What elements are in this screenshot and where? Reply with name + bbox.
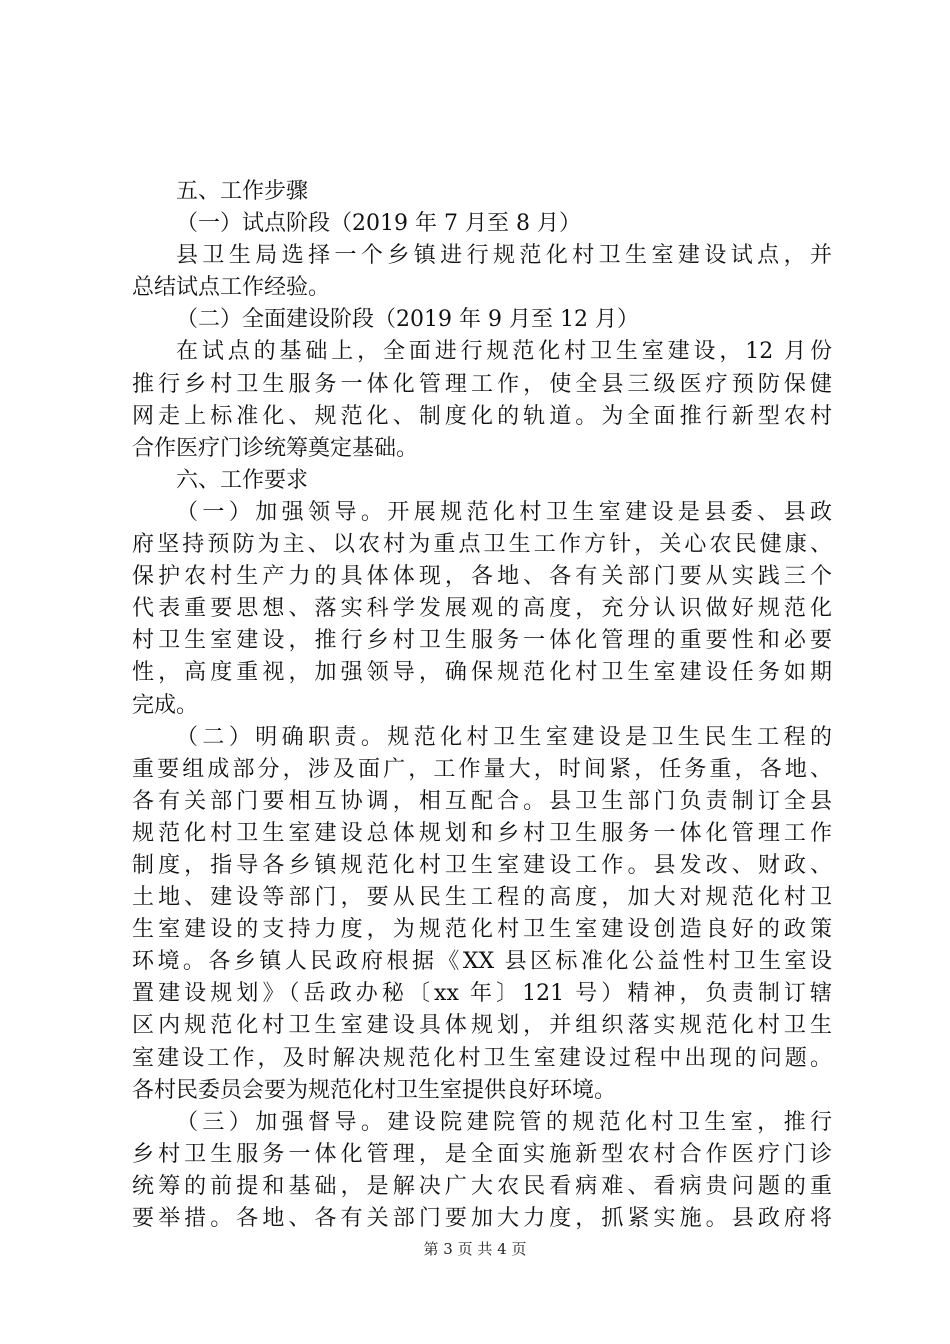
- paragraph-line: 统筹的前提和基础，是解决广大农民看病难、看病贵问题的重: [132, 1173, 832, 1199]
- paragraph-line: 重要组成部分，涉及面广，工作量大，时间紧，任务重，各地、: [132, 756, 832, 782]
- paragraph-line: （三）加强督导。建设院建院管的规范化村卫生室，推行: [176, 1109, 832, 1135]
- paragraph-line: 县卫生局选择一个乡镇进行规范化村卫生室建设试点，并: [176, 243, 832, 269]
- paragraph-line: 各村民委员会要为规范化村卫生室提供良好环境。: [132, 1077, 617, 1103]
- paragraph-line: 保护农村生产力的具体体现，各地、各有关部门要从实践三个: [132, 564, 832, 590]
- paragraph-line: 要举措。各地、各有关部门要加大力度，抓紧实施。县政府将: [132, 1206, 832, 1231]
- paragraph-line: 性，高度重视，加强领导，确保规范化村卫生室建设任务如期: [132, 660, 832, 686]
- subheading-full-construction: （二）全面建设阶段（2019 年 9 月至 12 月）: [176, 307, 639, 333]
- paragraph-line: （二）明确职责。规范化村卫生室建设是卫生民生工程的: [176, 724, 832, 750]
- paragraph-line: 室建设工作，及时解决规范化村卫生室建设过程中出现的问题。: [132, 1045, 832, 1071]
- paragraph-line: 代表重要思想、落实科学发展观的高度，充分认识做好规范化: [132, 596, 832, 622]
- paragraph-line: 环境。各乡镇人民政府根据《XX 县区标准化公益性村卫生室设: [132, 949, 832, 975]
- section-heading-requirements: 六、工作要求: [176, 467, 309, 493]
- paragraph-line: （一）加强领导。开展规范化村卫生室建设是县委、县政: [176, 499, 832, 525]
- paragraph-line: 府坚持预防为主、以农村为重点卫生工作方针，关心农民健康、: [132, 532, 832, 558]
- paragraph-line: 合作医疗门诊统筹奠定基础。: [132, 435, 419, 461]
- paragraph-line: 规范化村卫生室建设总体规划和乡村卫生服务一体化管理工作: [132, 820, 832, 846]
- paragraph-line: 村卫生室建设，推行乡村卫生服务一体化管理的重要性和必要: [132, 628, 832, 654]
- document-body: [132, 176, 832, 1235]
- paragraph-line: 总结试点工作经验。: [132, 275, 331, 301]
- paragraph-line: 土地、建设等部门，要从民生工程的高度，加大对规范化村卫: [132, 885, 832, 911]
- paragraph-line: 推行乡村卫生服务一体化管理工作，使全县三级医疗预防保健: [132, 371, 832, 397]
- page-number-footer: 第 3 页 共 4 页: [423, 1240, 527, 1258]
- paragraph-line: 置建设规划》（岳政办秘〔xx 年〕121 号）精神，负责制订辖: [132, 981, 832, 1007]
- paragraph-line: 在试点的基础上，全面进行规范化村卫生室建设，12 月份: [176, 339, 832, 365]
- paragraph-line: 乡村卫生服务一体化管理，是全面实施新型农村合作医疗门诊: [132, 1141, 832, 1167]
- paragraph-line: 各有关部门要相互协调，相互配合。县卫生部门负责制订全县: [132, 788, 832, 814]
- paragraph-line: 生室建设的支持力度，为规范化村卫生室建设创造良好的政策: [132, 917, 832, 943]
- subheading-pilot-stage: （一）试点阶段（2019 年 7 月至 8 月）: [176, 211, 581, 237]
- section-heading-steps: 五、工作步骤: [176, 179, 309, 204]
- paragraph-line: 区内规范化村卫生室建设具体规划，并组织落实规范化村卫生: [132, 1013, 832, 1039]
- paragraph-line: 制度，指导各乡镇规范化村卫生室建设工作。县发改、财政、: [132, 852, 832, 878]
- paragraph-line: 完成。: [132, 692, 199, 718]
- paragraph-line: 网走上标准化、规范化、制度化的轨道。为全面推行新型农村: [132, 403, 832, 429]
